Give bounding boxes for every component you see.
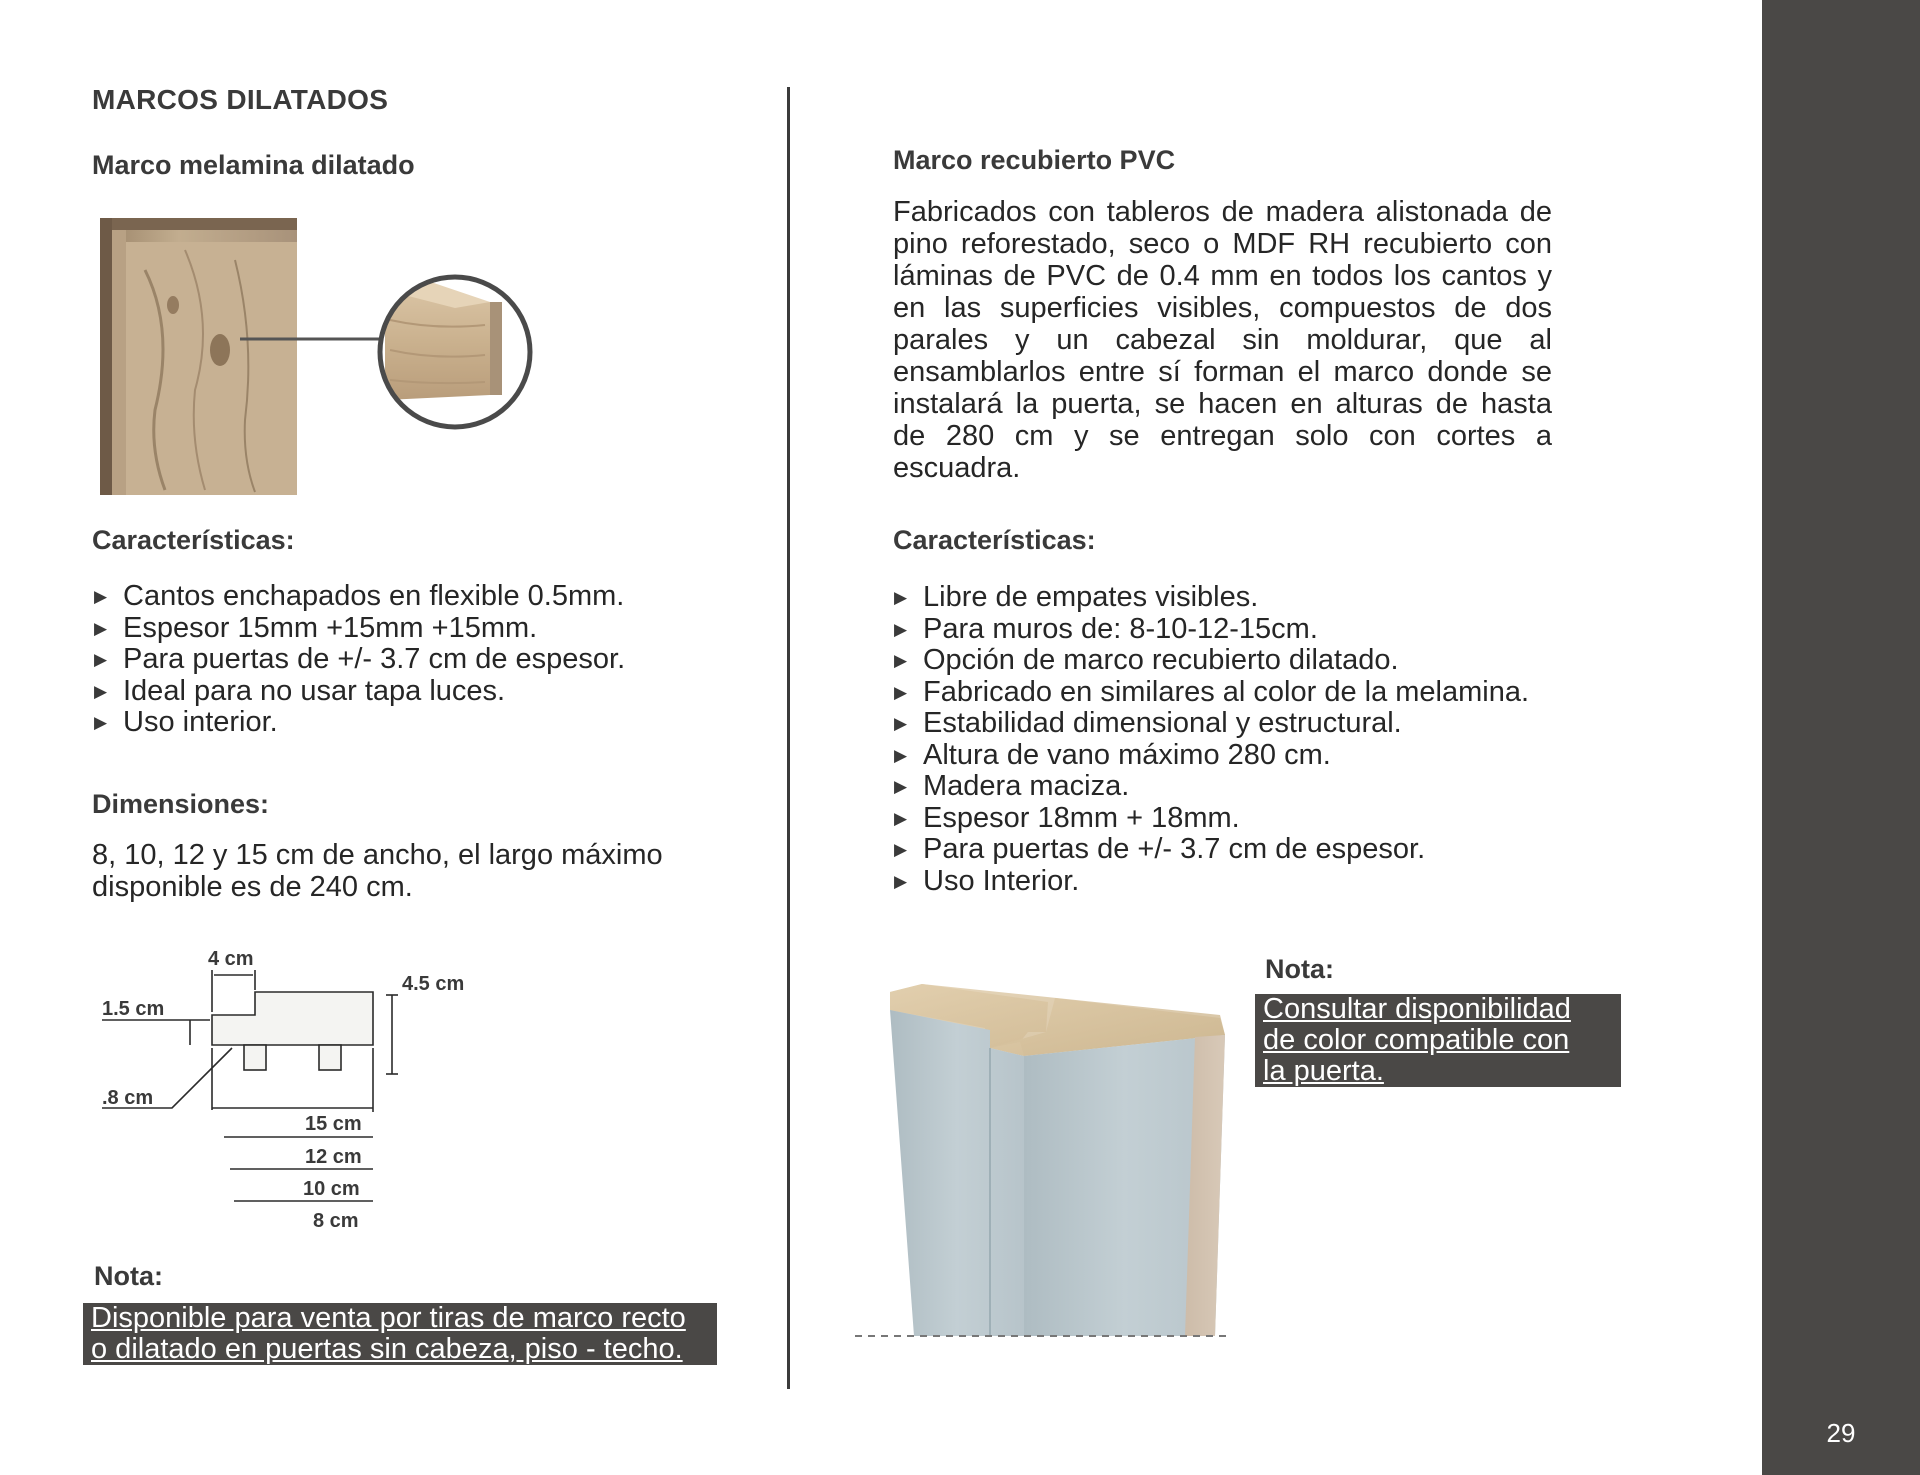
dimensions-heading: Dimensiones: xyxy=(92,789,270,819)
triangle-right-icon: ▶ xyxy=(894,808,908,828)
triangle-right-icon: ▶ xyxy=(94,618,108,638)
note-line: Consultar disponibilidad xyxy=(1263,993,1571,1025)
list-item: ▶ Estabilidad dimensional y estructural. xyxy=(894,707,1402,739)
left-note-heading: Nota: xyxy=(94,1261,163,1291)
left-features-heading: Características: xyxy=(92,525,295,555)
list-item: ▶ Uso interior. xyxy=(94,706,278,738)
list-item: ▶ Para muros de: 8-10-12-15cm. xyxy=(894,612,1318,645)
label-height: 4.5 cm xyxy=(402,973,465,995)
triangle-right-icon: ▶ xyxy=(894,651,908,670)
list-item: ▶ Altura de vano máximo 280 cm. xyxy=(894,738,1331,771)
note-line: de color compatible con xyxy=(1263,1024,1570,1056)
triangle-right-icon: ▶ xyxy=(94,713,108,732)
label-step: 1.5 cm xyxy=(102,998,165,1020)
left-note-box xyxy=(83,1303,717,1365)
triangle-right-icon: ▶ xyxy=(894,840,908,859)
triangle-right-icon: ▶ xyxy=(94,650,108,669)
triangle-right-icon: ▶ xyxy=(94,681,108,701)
right-subtitle: Marco recubierto PVC xyxy=(893,145,1176,175)
list-item: ▶ Uso Interior. xyxy=(894,864,1080,897)
page-sidebar xyxy=(1762,0,1920,1475)
list-item: ▶ Espesor 18mm + 18mm. xyxy=(894,801,1240,834)
triangle-right-icon: ▶ xyxy=(894,682,908,702)
right-note-box xyxy=(1255,994,1621,1087)
list-item: ▶ Fabricado en similares al color de la melamina. xyxy=(894,675,1530,708)
list-item: ▶ Para puertas de +/- 3.7 cm de espesor. xyxy=(94,643,626,675)
section-title: MARCOS DILATADOS xyxy=(92,84,389,115)
list-item: ▶ Ideal para no usar tapa luces. xyxy=(94,674,506,707)
note-line: o dilatado en puertas sin cabeza, piso - techo. xyxy=(91,1333,683,1365)
melamine-frame-photo xyxy=(95,210,545,495)
left-subtitle: Marco melamina dilatado xyxy=(92,150,415,180)
triangle-right-icon: ▶ xyxy=(94,587,108,606)
label-tab: .8 cm xyxy=(102,1087,154,1109)
label-width-15: 15 cm xyxy=(305,1113,362,1135)
label-top-width: 4 cm xyxy=(208,948,254,970)
left-features-list xyxy=(92,581,625,739)
list-item: ▶ Espesor 15mm +15mm +15mm. xyxy=(94,611,538,644)
right-features-list xyxy=(892,582,1529,897)
note-line: la puerta. xyxy=(1263,1055,1384,1087)
triangle-right-icon: ▶ xyxy=(894,588,908,607)
dimensions-text: 8, 10, 12 y 15 cm de ancho, el largo máximo disponible es de 240 cm. xyxy=(92,839,663,903)
triangle-right-icon: ▶ xyxy=(894,619,908,639)
list-item: ▶ Libre de empates visibles. xyxy=(894,581,1259,613)
list-item: ▶ Cantos enchapados en flexible 0.5mm. xyxy=(94,580,625,612)
pvc-description: Fabricados con tableros de madera alistonada de pino reforestado, seco o MDF RH recubierto con láminas de PVC de 0.4 mm en todos los cantos y en las superficies visibles, compuestos de dos parales y un cabezal sin moldurar, que al ensamblarlos entre sí forman el marco donde se instalará la puerta, se hacen en alturas de hasta de 280 cm y se entregan solo con cortes a escuadra. xyxy=(893,196,1552,484)
list-item: ▶ Madera maciza. xyxy=(894,770,1130,802)
triangle-right-icon: ▶ xyxy=(894,871,908,891)
list-item: ▶ Opción de marco recubierto dilatado. xyxy=(894,644,1399,676)
triangle-right-icon: ▶ xyxy=(894,745,908,765)
label-width-12: 12 cm xyxy=(305,1146,362,1168)
triangle-right-icon: ▶ xyxy=(894,714,908,733)
label-width-10: 10 cm xyxy=(303,1178,360,1200)
triangle-right-icon: ▶ xyxy=(894,777,908,796)
label-width-8: 8 cm xyxy=(313,1210,359,1232)
right-features-heading: Características: xyxy=(893,525,1096,555)
list-item: ▶ Para puertas de +/- 3.7 cm de espesor. xyxy=(894,833,1426,865)
right-note-heading: Nota: xyxy=(1265,954,1334,984)
column-divider xyxy=(787,87,790,1389)
pvc-frame-photo xyxy=(850,980,1240,1340)
note-line: Disponible para venta por tiras de marco recto xyxy=(91,1302,686,1334)
page-number: 29 xyxy=(1826,1418,1856,1448)
profile-diagram xyxy=(92,940,552,1240)
